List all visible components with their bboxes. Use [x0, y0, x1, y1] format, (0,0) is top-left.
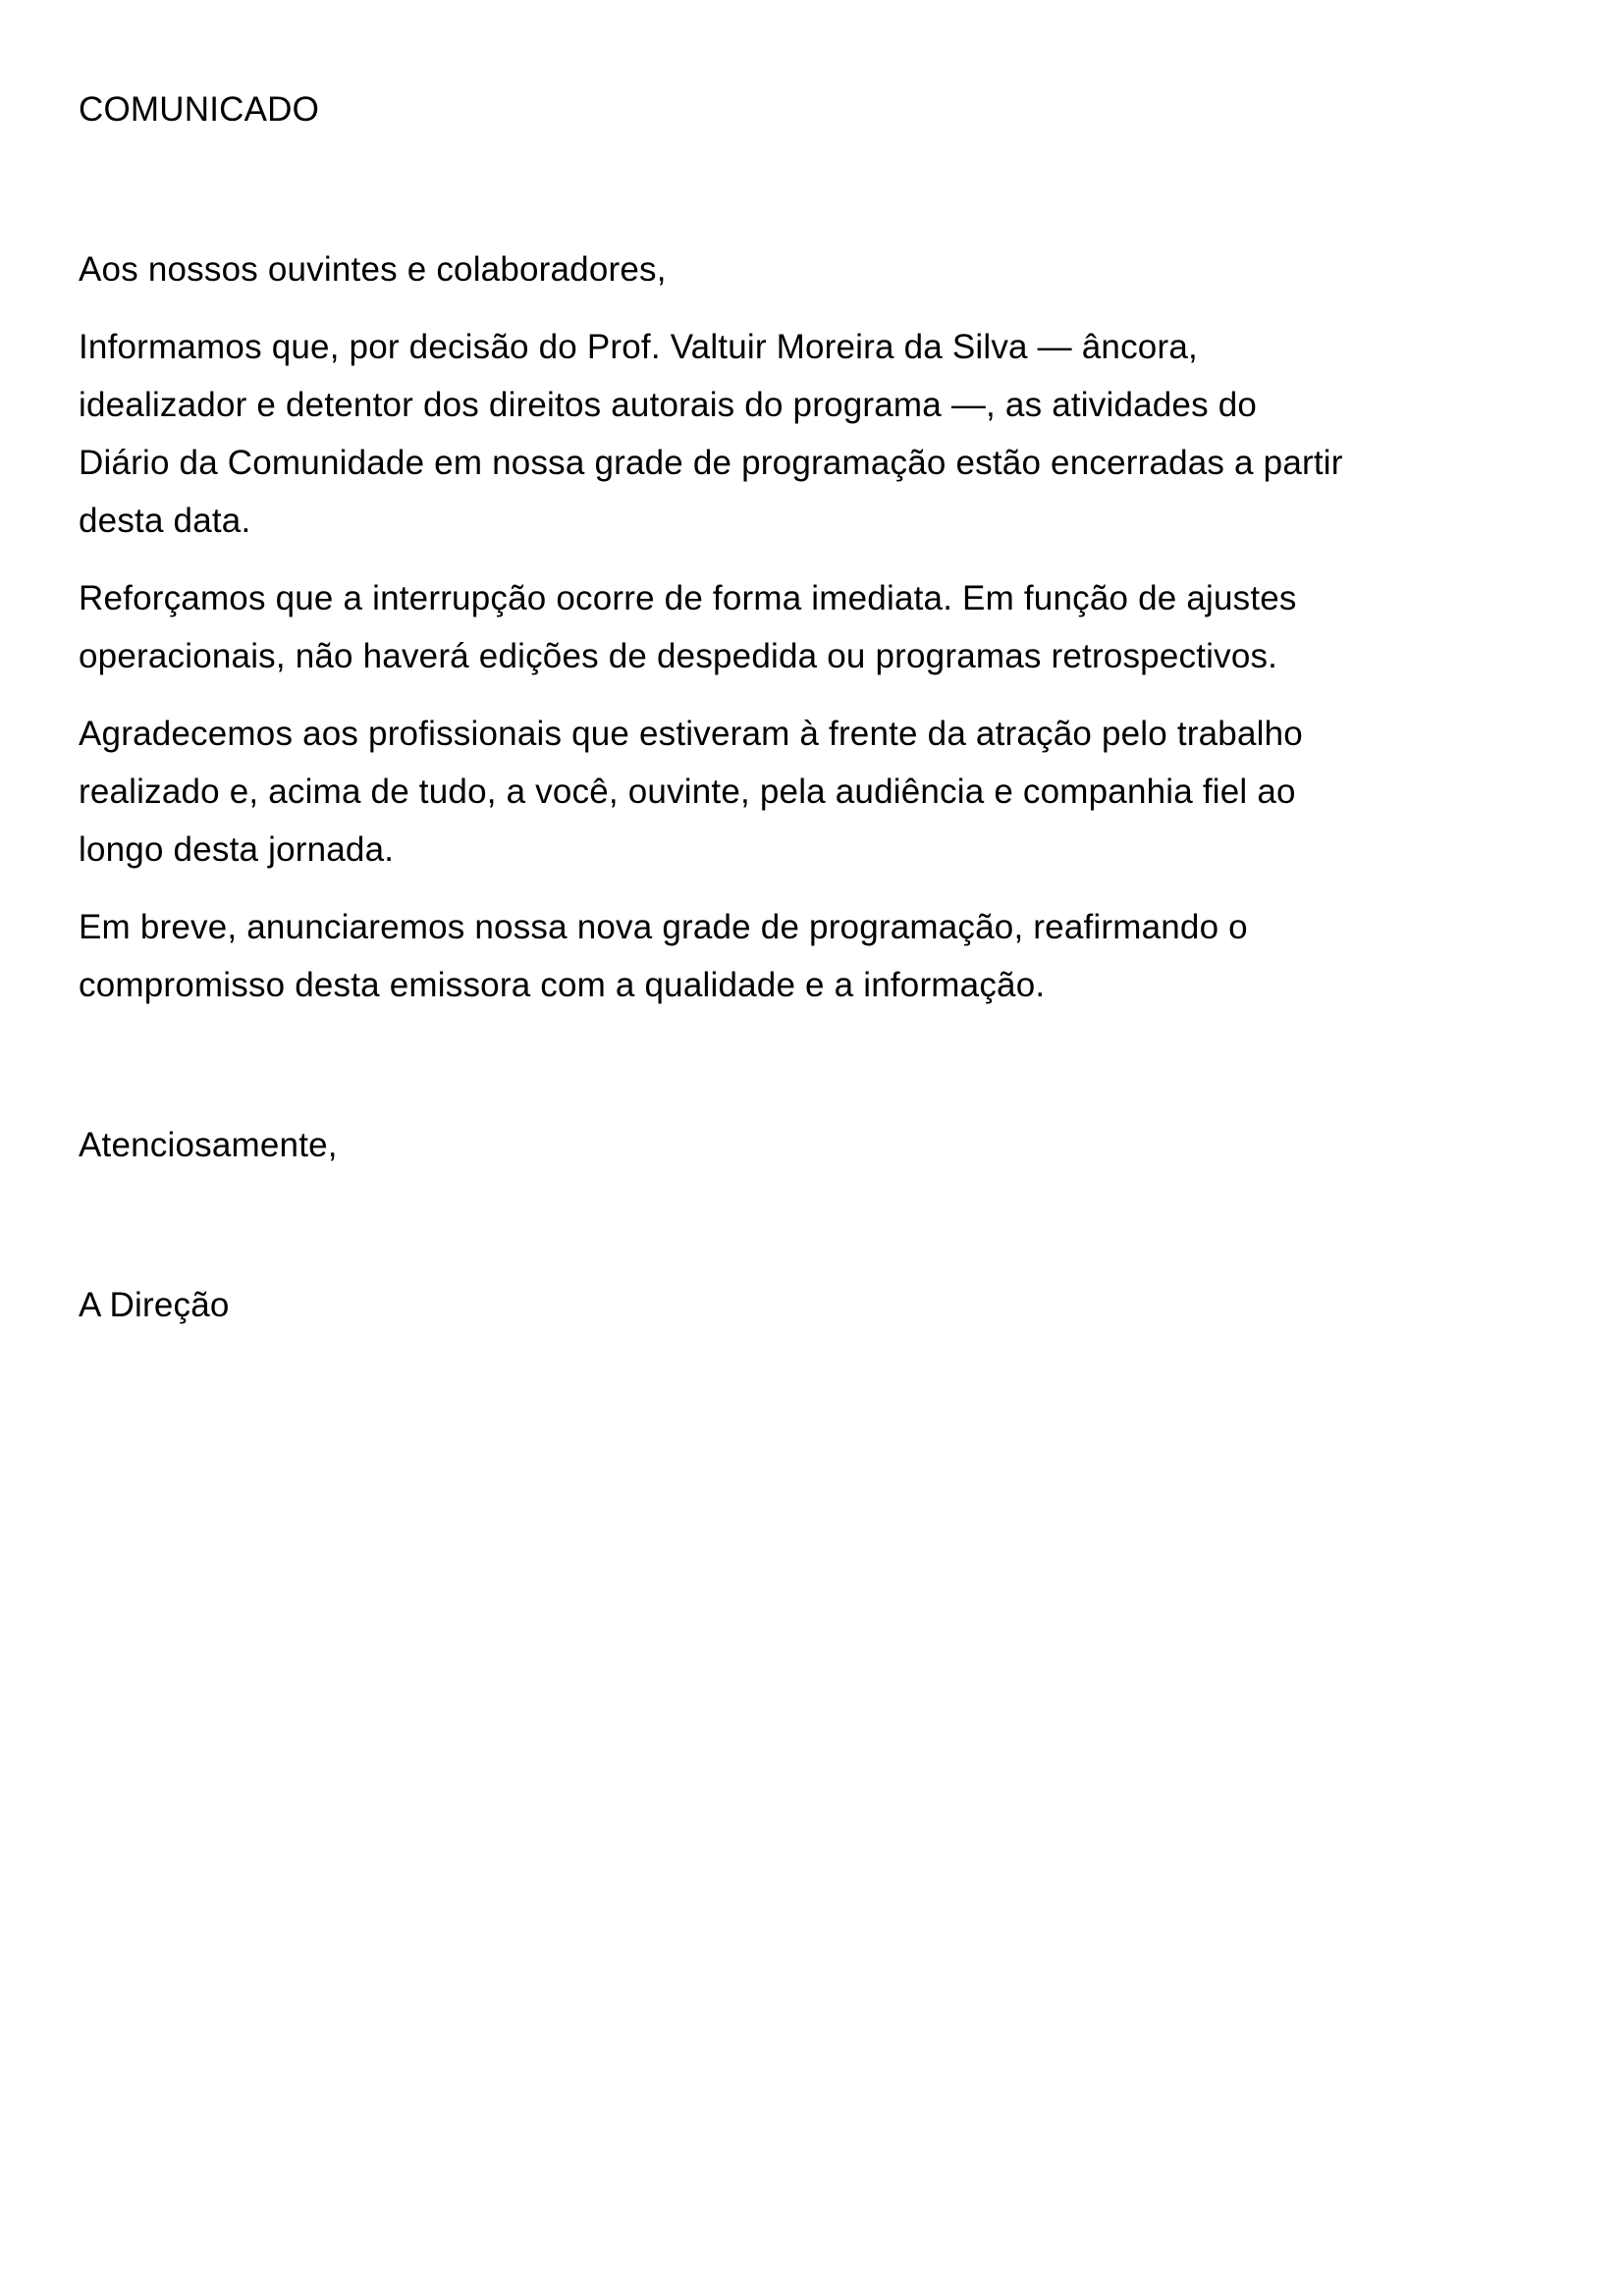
paragraph-line: Agradecemos aos profissionais que estiveram à frente da atração pelo trabalho — [79, 715, 1303, 753]
paragraph-line: compromisso desta emissora com a qualidade e a informação. — [79, 966, 1046, 1004]
paragraph-line: Reforçamos que a interrupção ocorre de forma imediata. Em função de ajustes — [79, 579, 1297, 617]
paragraph-thanks — [79, 705, 1551, 879]
paragraph-line: longo desta jornada. — [79, 830, 395, 869]
paragraph-line: idealizador e detentor dos direitos autorais do programa —, as atividades do — [79, 386, 1258, 424]
letter-body — [79, 80, 1551, 1334]
paragraph-line: Diário da Comunidade em nossa grade de programação estão encerradas a partir — [79, 444, 1343, 482]
document-title: COMUNICADO — [79, 90, 320, 129]
paragraph-line: realizado e, acima de tudo, a você, ouvinte, pela audiência e companhia fiel ao — [79, 773, 1296, 811]
paragraph-new-schedule — [79, 898, 1551, 1014]
closing: Atenciosamente, — [79, 1126, 338, 1164]
paragraph-line: Em breve, anunciaremos nossa nova grade de programação, reafirmando o — [79, 908, 1248, 946]
paragraph-line: operacionais, não haverá edições de despedida ou programas retrospectivos. — [79, 637, 1278, 675]
paragraph-line: desta data. — [79, 502, 251, 540]
signature: A Direção — [79, 1286, 230, 1324]
paragraph-interruption — [79, 569, 1551, 685]
salutation: Aos nossos ouvintes e colaboradores, — [79, 250, 667, 289]
paragraph-line: Informamos que, por decisão do Prof. Valtuir Moreira da Silva — âncora, — [79, 328, 1198, 366]
paragraph-announcement — [79, 318, 1551, 550]
